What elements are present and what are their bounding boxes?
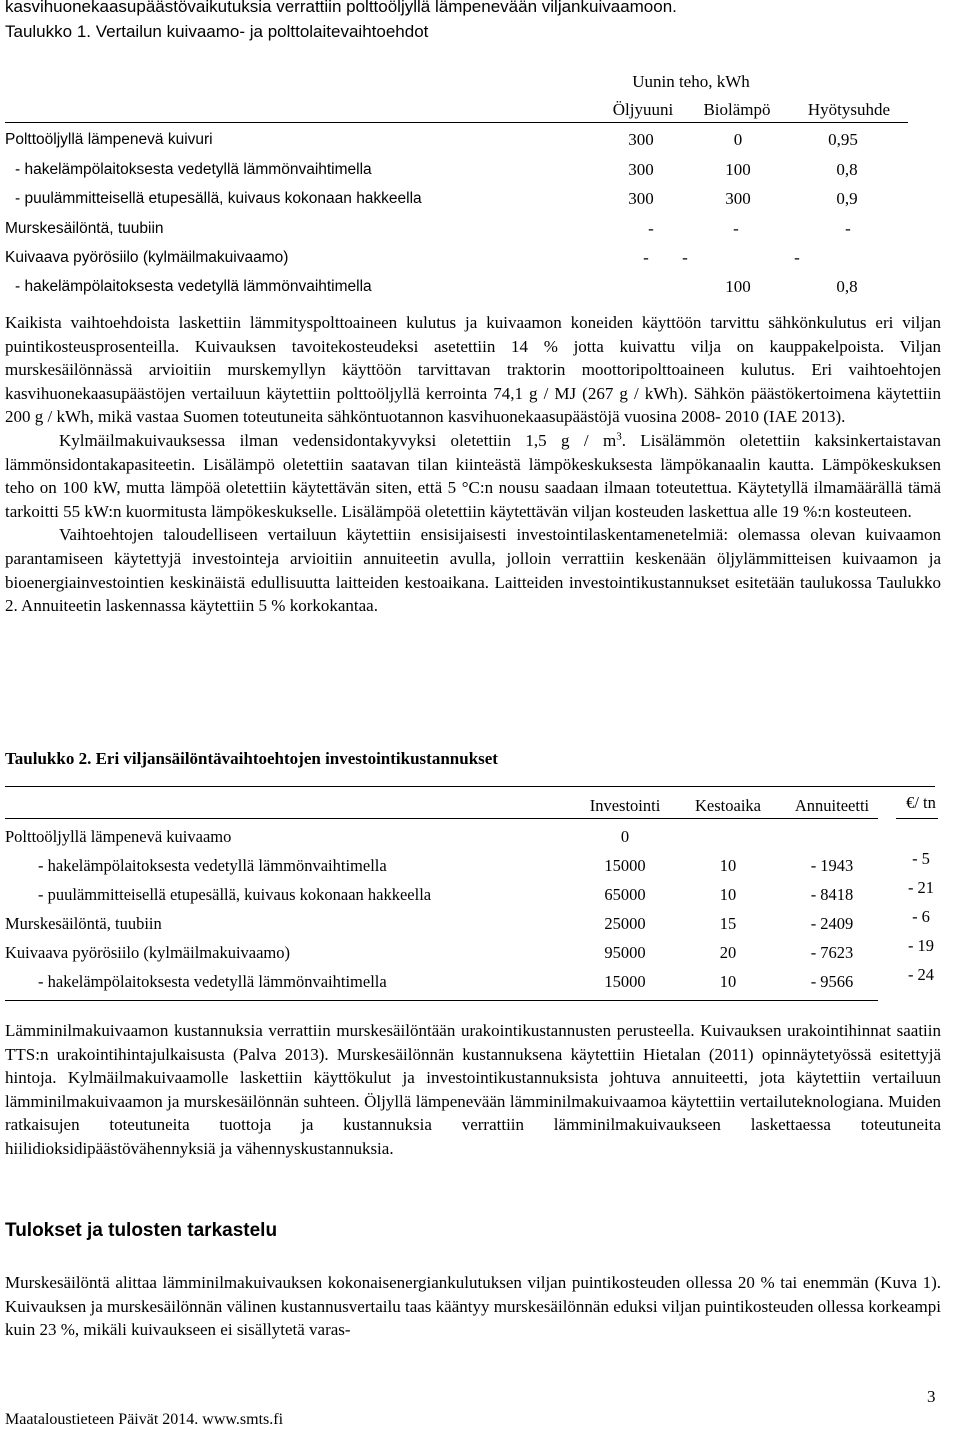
table2-cell-inv: 15000: [604, 856, 646, 875]
table2-header-rule: [5, 818, 878, 819]
table2-row-label: Murskesäilöntä, tuubiin: [5, 914, 162, 933]
table2-row-label: Polttoöljyllä lämpenevä kuivaamo: [5, 827, 232, 846]
table2-caption: Taulukko 2. Eri viljansäilöntävaihtoehtojen investointikustannukset: [5, 749, 498, 768]
table2-cell-kesto: 20: [719, 943, 737, 962]
table1-row-label: Polttoöljyllä lämpenevä kuivuri: [5, 131, 213, 148]
table2-cell-kesto: 10: [719, 885, 737, 904]
table1-cell-hyo: -: [845, 219, 851, 238]
table1-header-rule: [5, 122, 908, 123]
table2-cell-inv: 0: [620, 827, 630, 846]
table1-cell-oljy: 300: [628, 130, 654, 149]
table1-caption: Taulukko 1. Vertailun kuivaamo- ja polttolaitevaihtoehdot: [5, 22, 429, 41]
table1-col-hyotysuhde: Hyötysuhde: [807, 100, 891, 119]
table1-cell-bio: -: [733, 219, 739, 238]
table2-cell-kesto: 10: [719, 972, 737, 991]
table2-cell-ann: - 1943: [810, 856, 854, 875]
table1-col-biolampo: Biolämpö: [703, 100, 771, 119]
table1-row-label: - hakelämpölaitoksesta vedetyllä lämmönvaihtimella: [15, 161, 372, 178]
body-paragraphs-1: [5, 311, 941, 618]
footer-text: Maataloustieteen Päivät 2014. www.smts.fi: [5, 1411, 284, 1428]
table1-group-header: Uunin teho, kWh: [632, 72, 750, 91]
paragraph: Vaihtoehtojen taloudelliseen vertailuun käytettiin ensisijaisesti investointilaskentamenetelmiä: olemassa olevan kuivaamon parantamiseen käytettyjä investointeja arvioitiin annuiteetin avulla, jolloin verrattiin keskenään öljylämmitteisen kuivaamon ja bioenergiainvestointien keskinäistä edullisuutta laitteiden kestoaikana. Laitteiden investointikustannukset esitetään taulukossa Taulukko 2. Annuiteetin laskennassa käytettiin 5 % korkokantaa.: [5, 525, 941, 616]
table1-col-oljyuuni: Öljyuuni: [612, 100, 674, 119]
table2-cell-ann: - 7623: [810, 943, 854, 962]
table2-cell-ann: - 9566: [810, 972, 854, 991]
table1-cell-oljy: 300: [628, 189, 654, 208]
table2-col-unit: €/ tn: [906, 793, 936, 812]
table2-cell-ann: - 2409: [810, 914, 854, 933]
table1-cell-oljy: -: [648, 219, 654, 238]
table2-cell-tn: - 24: [907, 965, 935, 984]
paragraph: Murskesäilöntä alittaa lämminilmakuivauksen kokonaisenergiankulutuksen viljan puintikosteuden ollessa 20 % tai enemmän (Kuva 1). Kuivauksen ja murskesäilönnän välinen kustannusvertailu taas kääntyy murskesäilönnän eduksi viljan puintikosteuden ollessa korkeampi kuin 23 %, mikäli kuivaukseen ei sisällytetä varas-: [5, 1273, 941, 1340]
table2-row-label: - hakelämpölaitoksesta vedetyllä lämmönvaihtimella: [38, 856, 387, 875]
section-heading: Tulokset ja tulosten tarkastelu: [5, 1220, 278, 1241]
table2-row-label: - hakelämpölaitoksesta vedetyllä lämmönvaihtimella: [38, 972, 387, 991]
table2-cell-inv: 15000: [604, 972, 646, 991]
table1-cell-hyo: 0,8: [836, 277, 858, 296]
table1-cell-bio: -: [682, 248, 688, 267]
table1-cell-bio: 0: [733, 130, 743, 149]
table1-row-label: - hakelämpölaitoksesta vedetyllä lämmönvaihtimella: [15, 278, 372, 295]
table1-cell-bio: 100: [725, 160, 751, 179]
table2-cell-tn: - 21: [907, 878, 935, 897]
table1-row-label: Kuivaava pyörösiilo (kylmäilmakuivaamo): [5, 249, 289, 266]
intro-line: kasvihuonekaasupäästövaikutuksia verrattiin polttoöljyllä lämpenevään viljankuivaamoon.: [5, 0, 677, 16]
table1-cell-hyo: 0,8: [836, 160, 858, 179]
body-paragraph-2: [5, 1019, 941, 1161]
table1-cell-oljy: 300: [628, 160, 654, 179]
table2-cell-inv: 25000: [604, 914, 646, 933]
table2-top-rule: [5, 786, 935, 787]
table1-cell-hyo: -: [794, 248, 800, 267]
table2-cell-tn: - 5: [912, 849, 930, 868]
table2-cell-tn: - 19: [907, 936, 935, 955]
table2-col-kestoaika: Kestoaika: [695, 796, 761, 815]
table2-cell-ann: - 8418: [810, 885, 854, 904]
table1-cell-hyo: 0,95: [828, 130, 858, 149]
table2-row-label: Kuivaava pyörösiilo (kylmäilmakuivaamo): [5, 943, 291, 962]
table1-row-label: - puulämmitteisellä etupesällä, kuivaus kokonaan hakkeella: [15, 190, 422, 207]
table1-cell-bio: 300: [725, 189, 751, 208]
table2-cell-kesto: 10: [719, 856, 737, 875]
table1-cell-oljy: -: [643, 248, 649, 267]
table1-cell-hyo: 0,9: [836, 189, 858, 208]
table2-col-investointi: Investointi: [589, 796, 661, 815]
table2-cell-inv: 95000: [604, 943, 646, 962]
body-paragraph-3: [5, 1271, 941, 1342]
table2-bottom-rule: [5, 1000, 878, 1001]
paragraph: Lämminilmakuivaamon kustannuksia verrattiin murskesäilöntään urakointikustannusten perusteella. Kuivauksen urakointihinnat saatiin TTS:n urakointihintajulkaisusta (Palva 2013). Murskesäilönnän kustannuksena käytettiin Hietalan (2011) opinnäytetyössä esitettyjä hintoja. Kylmäilmakuivaamolle laskettiin käyttökulut ja investointikustannuksista johtuva annuiteetti, jota käytettiin vertailuun lämminilmakuivaamon ja murskesäilönnän suhteen. Öljyllä lämpenevään lämminilmakuivaamoa käytettiin vertailuteknologiana. Muiden ratkaisujen toteutuneita tuottoja ja kustannuksia verrattiin lämminilmakuivaukseen laskettaessa toteutuneita hiilidioksidipäästövähennyksiä ja vähennyskustannuksia.: [5, 1021, 941, 1158]
table2-col-annuiteetti: Annuiteetti: [794, 796, 870, 815]
table2-cell-tn: - 6: [912, 907, 930, 926]
paragraph: Kylmäilmakuivauksessa ilman vedensidontakyvyksi oletettiin 1,5 g / $m^3$. Lisälämmön oletettiin kaksinkertaistavan lämmönsidontakapasiteetin. Lisälämpö oletettiin saatavan tilan kiinteästä lämpökeskuksesta lämpökanaalin kautta. Lämpökeskuksen teho on 100 kW, mutta lämpöä oletettiin käytettävän siten, että 5 °C:n nousu saadaan ilmaan toteutettua. Käytetyllä ilmamäärällä tämä tarkoitti 55 kW:n kuormitusta lämpökeskukselle. Lisälämpöä oletettiin käytettävän viljan kosteuden laskettua alle 19 %:n kosteuteen.: [5, 430, 941, 521]
table2-row-label: - puulämmitteisellä etupesällä, kuivaus kokonaan hakkeella: [38, 885, 432, 904]
table1-cell-bio: 100: [725, 277, 751, 296]
paragraph: Kaikista vaihtoehdoista laskettiin lämmityspolttoaineen kulutus ja kuivaamon koneiden käyttöön tarvittu sähkönkulutus eri viljan puintikosteusprosenteilla. Kuivauksen tavoitekosteudeksi asetettiin 14 % jotta kuivattu vilja on kauppakelpoista. Viljan murskesäilönnässä arvioitiin murskemyllyn käyttöön tarvittavan traktorin moottoripolttoaineen kulutus. Eri vaihtoehtojen kasvihuonekaasupäästöjen vertailuun käytettiin polttoöljyllä kerrointa 74,1 g / MJ (267 g / kWh). Sähkön päästökertoimena käytettiin 200 g / kWh, mikä vastaa Suomen toteutuneita sähköntuotannon kasvihuonekaasupäästöjä vuosina 2008- 2010 (IAE 2013).: [5, 313, 941, 427]
table2-cell-inv: 65000: [604, 885, 646, 904]
table2-cell-kesto: 15: [719, 914, 737, 933]
table2-header-rule-unit: [896, 818, 938, 819]
page-number: 3: [927, 1387, 936, 1406]
table1-row-label: Murskesäilöntä, tuubiin: [5, 220, 164, 237]
